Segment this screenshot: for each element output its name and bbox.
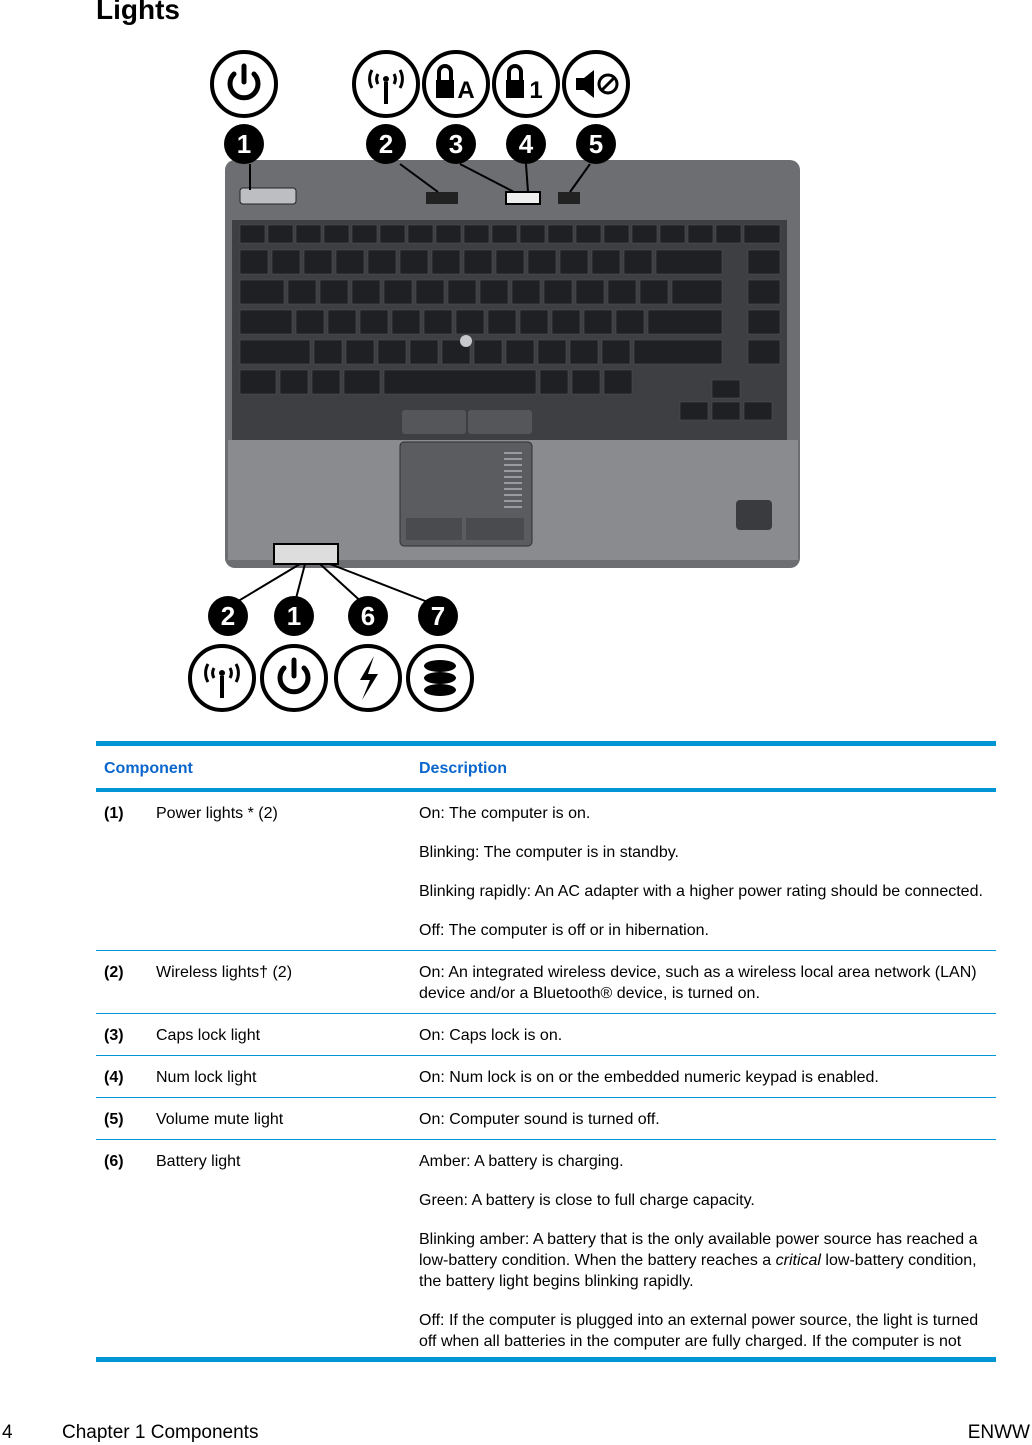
desc-line: On: Num lock is on or the embedded numeric keypad is enabled. — [419, 1069, 879, 1086]
page-title: Lights — [96, 0, 180, 25]
table-header — [96, 746, 996, 792]
svg-text:7: 7 — [430, 601, 446, 631]
row-number: (4) — [104, 1069, 124, 1086]
power-icon — [262, 646, 326, 710]
wireless-button-strip — [426, 192, 458, 204]
row-component: Battery light — [156, 1153, 241, 1170]
fingerprint-reader — [736, 500, 772, 530]
doc-code: ENWW — [967, 1422, 1030, 1443]
svg-text:3: 3 — [448, 129, 464, 159]
header-description: Description — [419, 760, 508, 777]
chapter-title: Chapter 1 Components — [62, 1422, 259, 1443]
row-description — [419, 1014, 996, 1046]
row-number: (6) — [104, 1153, 124, 1170]
row-description — [419, 792, 996, 941]
desc-line: Off: If the computer is plugged into an external power source, the light is turned off when all batteries in the computer are fully charged. If the computer is not — [419, 1312, 979, 1350]
touchpad-button-left — [406, 518, 462, 540]
desc-line: Blinking rapidly: An AC adapter with a higher power rating should be connected. — [419, 883, 983, 900]
caps-num-lights-strip — [506, 192, 540, 204]
desc-line — [419, 1229, 990, 1292]
row-description — [419, 1098, 996, 1130]
touchpad-button-right — [466, 518, 524, 540]
svg-text:1: 1 — [286, 601, 302, 631]
desc-line: On: An integrated wireless device, such as a wireless local area network (LAN) device and/or a Bluetooth® device, is turned on. — [419, 964, 977, 1002]
pointing-stick-button-left — [402, 410, 466, 434]
wireless-icon — [354, 52, 418, 116]
desc-line: Off: The computer is off or in hibernation. — [419, 922, 709, 939]
row-number: (2) — [104, 964, 124, 981]
desc-text: Blinking amber: A battery that is the only available power source has reached a low-battery condition. When the battery reaches a — [419, 1231, 978, 1269]
callouts-top — [224, 124, 616, 164]
volume-mute-icon — [564, 52, 628, 116]
desc-line: Amber: A battery is charging. — [419, 1153, 624, 1170]
table-bottom-rule — [96, 1357, 996, 1362]
row-component: Wireless lights† (2) — [156, 964, 293, 981]
row-component: Caps lock light — [156, 1027, 261, 1044]
row-description — [419, 1056, 996, 1088]
desc-line: Blinking: The computer is in standby. — [419, 844, 679, 861]
svg-text:2: 2 — [220, 601, 236, 631]
battery-icon — [336, 646, 400, 710]
header-component: Component — [104, 760, 193, 777]
laptop-keyboard-figure — [170, 40, 820, 720]
page-number: 4 — [2, 1422, 13, 1443]
table-row — [96, 1140, 996, 1352]
pointing-stick — [460, 335, 472, 347]
row-component: Num lock light — [156, 1069, 257, 1086]
lights-table — [96, 741, 996, 1361]
row-number: (5) — [104, 1111, 124, 1128]
power-button — [240, 188, 296, 204]
svg-text:4: 4 — [518, 129, 534, 159]
desc-line: On: Computer sound is turned off. — [419, 1111, 660, 1128]
row-number: (1) — [104, 805, 124, 822]
desc-line: On: Caps lock is on. — [419, 1027, 563, 1044]
num-lock-icon — [494, 52, 558, 116]
row-component: Power lights * (2) — [156, 805, 278, 822]
row-description — [419, 1140, 996, 1352]
desc-line: Green: A battery is close to full charge capacity. — [419, 1192, 755, 1209]
row-number: (3) — [104, 1027, 124, 1044]
drive-icon — [408, 646, 472, 710]
desc-emphasis: critical — [775, 1252, 821, 1269]
front-lights-strip — [274, 544, 338, 564]
table-row — [96, 1014, 996, 1056]
table-row — [96, 1098, 996, 1140]
wireless-icon — [190, 646, 254, 710]
svg-text:1: 1 — [529, 77, 543, 104]
svg-text:A: A — [457, 77, 475, 104]
svg-text:6: 6 — [360, 601, 376, 631]
table-row — [96, 792, 996, 951]
desc-line: On: The computer is on. — [419, 805, 591, 822]
table-row — [96, 1056, 996, 1098]
desc-text: low-battery condition, the battery light begins blinking rapidly. — [419, 1252, 977, 1290]
svg-text:2: 2 — [378, 129, 394, 159]
pointing-stick-button-right — [468, 410, 532, 434]
callouts-bottom — [208, 596, 458, 636]
mute-button-strip — [558, 192, 580, 204]
power-icon — [212, 52, 276, 116]
row-component: Volume mute light — [156, 1111, 284, 1128]
svg-text:5: 5 — [588, 129, 604, 159]
caps-lock-icon — [424, 52, 488, 116]
row-description — [419, 951, 996, 1004]
table-row — [96, 951, 996, 1014]
svg-text:1: 1 — [236, 129, 252, 159]
